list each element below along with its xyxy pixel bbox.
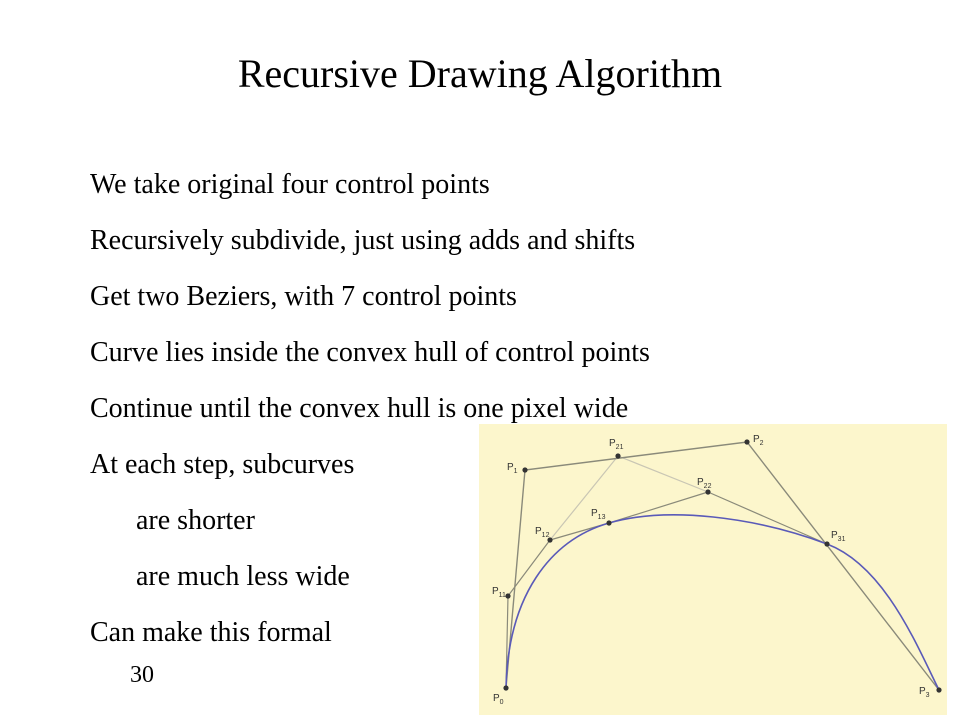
label-p11: $P_{11}$ [492, 586, 506, 599]
label-p2: $P_2$ [753, 434, 764, 447]
control-polygon [506, 442, 939, 690]
bullet-item: At each step, subcurves [90, 449, 355, 480]
label-p0: $P_0$ [493, 693, 504, 706]
control-point-p13 [606, 520, 611, 525]
label-p22: $P_{22}$ [697, 477, 712, 490]
sub-bullet-item: are much less wide [136, 561, 350, 592]
subdivision-line-21-22 [618, 456, 708, 492]
slide-number: 30 [130, 662, 154, 688]
bezier-diagram [479, 424, 947, 715]
bullet-item: Can make this formal [90, 617, 332, 648]
label-p12: $P_{12}$ [535, 526, 550, 539]
bullet-item: Curve lies inside the convex hull of control points [90, 337, 650, 368]
hull-line-12-13-22 [550, 492, 708, 540]
control-point-p22 [705, 489, 710, 494]
bullet-item: Recursively subdivide, just using adds and shifts [90, 225, 636, 256]
bullet-item: Continue until the convex hull is one pixel wide [90, 393, 629, 424]
bezier-subdivision-figure [479, 424, 947, 715]
sub-bullet-item: are shorter [136, 505, 255, 536]
control-point-p31 [824, 541, 829, 546]
bezier-curve [506, 515, 939, 690]
control-point-p0 [503, 685, 508, 690]
label-p21: $P_{21}$ [609, 438, 624, 451]
control-point-p2 [744, 439, 749, 444]
label-p3: $P_3$ [919, 686, 930, 699]
control-point-p21 [615, 453, 620, 458]
slide-title: Recursive Drawing Algorithm [237, 51, 723, 96]
control-point-p1 [522, 467, 527, 472]
control-point-p11 [505, 593, 510, 598]
subdivision-line-21-12 [550, 456, 618, 540]
control-points [503, 439, 941, 692]
label-p31: $P_{31}$ [831, 530, 846, 543]
label-p13: $P_{13}$ [591, 508, 606, 521]
bullet-item: Get two Beziers, with 7 control points [90, 281, 517, 312]
control-point-p3 [936, 687, 941, 692]
bullet-item: We take original four control points [90, 169, 490, 200]
point-labels [492, 434, 930, 706]
label-p1: $P_1$ [507, 462, 518, 475]
